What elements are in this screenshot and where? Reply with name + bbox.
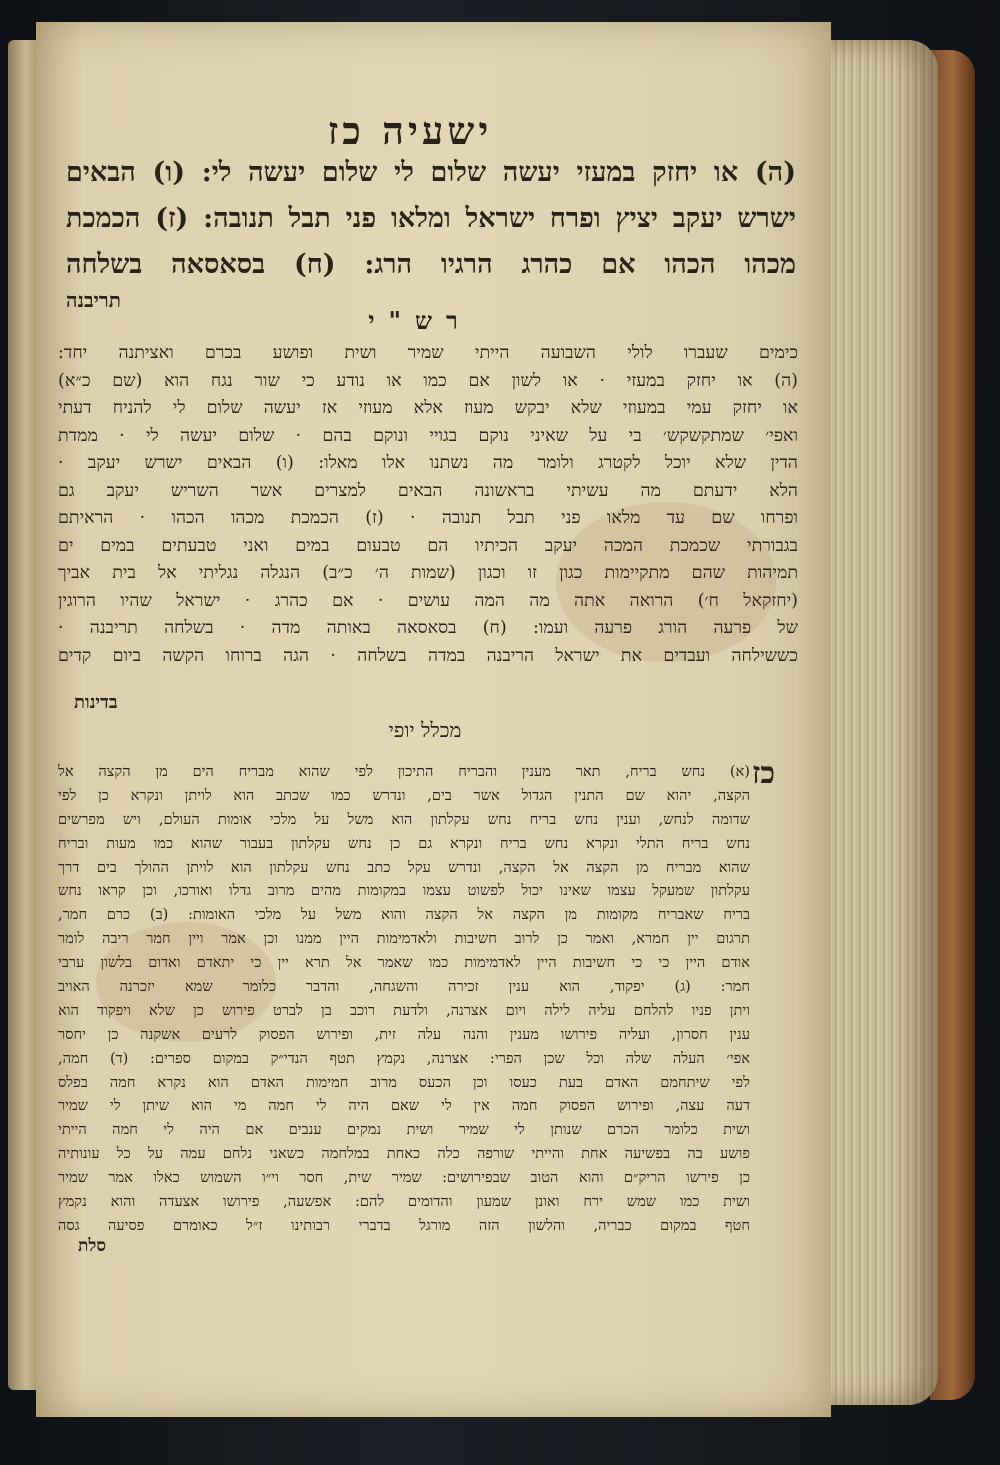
chapter-marker: כז [752,756,776,791]
rashi-line: ופרחו שם עד מלאו פני תבל תנובה · (ז) הכמכת מכהו הכהו · הראיתם [58,508,798,528]
rashi-line: כששילחה ועבדים את ישראל הריבנה במדה בשלחה · הגה ברוחו הקשה ביום קדים [58,645,798,666]
commentary-line: חמר: (ג) יפקוד, הוא ענין זכירה והשגחה, והדבר כלומר שמא יזכרנה האויב [58,978,750,996]
commentary-line: אודם היין כי כי חשיבות היין לאדמימות כמו שאמר אל תרא יין כי יתאדם ואדום בלשון ערבי [58,954,750,972]
commentary-line: כן פירשו הריק״ם והוא הטוב שבפירושים: שמיר שית, חסר וי״ו השמוש כאלו אמר שמיר [58,1169,750,1187]
commentary-line: הקצה, יהוא שם התנין הגדול אשר בים, ונדרש כמו שכתב הוא לויתן ונקרא כן לפי [58,786,750,804]
commentary-line: עקלתון שמעקל עצמו שאינו יכול לפשוט עצמו במקומות מהים מרוב גדלו ואורכו, וכן קראו נחש [58,882,750,900]
commentary-line: פושע בה בפשיעה אחת והייתי שורפה כלה כאחת במלחמה כשאני נלחם עמה על כל עונותיה [58,1145,750,1163]
rashi-line: הלא ידעתם מה עשיתי בראשונה הבאים למצרים אשר השריש יעקב גם [58,480,798,501]
mikhlal-catchword: סלת [78,1236,106,1256]
rashi-catchword: בדינות [74,692,118,713]
rashi-line: (ה) או יחזק במעזי · או לשון אם כמו או נודע כי שור נגח הוא (שם כ״א) [58,370,798,391]
rashi-line: תמיהות שהם מתקיימות כגון זו וכגון (שמות ה׳ כ״ב) הנגלה נגליתי אל בית אביך [58,563,798,583]
rashi-line: או יחזק עמי במעוזי שלא יבקש מעוז אלא מעוזי אז יעשה שלום לי להניח דעתי [58,398,798,418]
left-page-edge [8,40,38,1390]
rashi-line: ואפי׳ שמתקשקש׳ בי על שאיני נוקם בגויי ונוקם בהם · שלום יעשה לי · ממדת [58,425,798,446]
mikhlal-yofi-heading: מכלל יופי [388,718,462,742]
rashi-line: בגבורתי שכמכת המכה יעקב הכיתיו הם טבעום במים ואני טבעתים במים ים [58,535,798,556]
commentary-line: תרגום יין חמרא, ואמר כן לרוב חשיבות ולאדמימות היין ממנו וכן אמר ויין חמר ריבה לומר [58,930,750,948]
commentary-line: ויתן פניו להלחם עליה לילה ויום אצרנה, ולדעת רוכב בן לברט פירוש כן שלא ויפקוד הוא [58,1001,750,1019]
rashi-heading: רש"י [368,306,472,335]
commentary-line: נחש בריח התלי ונקרא נחש בריח ונקרא גם כן נחש עקלתון בעבור שהוא כמו מעות ובריח [58,834,750,852]
commentary-line: (א) נחש בריח, תאר מענין והבריח התיכון לפי שהוא מבריח הים מן הקצה אל [58,763,750,780]
rashi-line: הדין שלא יוכל לקטרג ולומר מה נשתנו אלו מאלו: (ו) הבאים ישרש יעקב · [58,453,798,473]
verse-catchword: תריבנה [66,288,121,312]
rashi-line: כימים שעברו לולי השבועה הייתי שמיר ושית ופושע בכרם ואציתנה יחד: [58,343,798,363]
running-head: ישעיה כז [327,108,493,153]
commentary-line: ושית כמו שמש ירח ואונן שמעון והדומים להם: אפשעה, פירושו אצעדה והוא נקמץ [58,1193,750,1211]
verse-text-block [66,150,796,288]
commentary-line: שהוא מבריח מן הקצה אל הקצה, ונדרש עקל כתב נחש עקלתון הוא לויתן ההולך בים דרך [58,858,750,876]
rashi-commentary [58,340,798,670]
rashi-line: (יחזקאל ח׳) הרואה אתה מה המה עושים · אם כהרג · ישראל שהיו הרוגין [58,590,798,611]
verse-line: ישרש יעקב יציץ ופרח ישראל ומלאו פני תבל תנובה: (ז) הכמכת [66,203,796,234]
commentary-line: ושית כלומר הכרם שנותן לי שמיר ושית נמקים ענבים אם היה לי חמה הייתי [58,1121,750,1139]
commentary-line: חטף במקום כבריה, והלשון הזה מורגל בדברי רבותינו ז״ל כאומרם פסיעה גסה [58,1216,750,1234]
commentary-line: בריח שאבריח מקומות מן הקצה אל הקצה והוא משל על מלכי האומות: (ב) כרם חמר, [58,906,750,924]
rashi-line: של פרעה הורג פרעה ועמו: (ח) בסאסאה באותה מדה · בשלחה תריבנה · [58,618,798,638]
commentary-line: דעה עצה, ופירוש הפסוק חמה אין לי שאם היה לי חמה מי הוא שיתן לי שמיר [58,1097,750,1115]
commentary-line: שדומה לנחש, וענין נחש בריח נחש עקלתון הוא משל על מלכי אומות העולם, ויש מפרשים [58,810,750,828]
commentary-line: ענין חסרון, ועליה פירושו מענין והנה עלה זית, ופירוש הפסוק לרעים אשקנה כן יחסר [58,1025,750,1043]
commentary-line: לפי שיתחמם האדם בעת כעסו וכן הכעס מרוב חמימות האדם הוא נקרא חמה בפלס [58,1073,750,1091]
verse-line: מכהו הכהו אם כהרג הרגיו הרג: (ח) בסאסאה בשלחה [66,249,796,280]
verse-line: (ה) או יחזק במעזי יעשה שלום לי שלום יעשה לי: (ו) הבאים [66,157,796,188]
mikhlal-yofi-commentary [58,760,750,1238]
commentary-line: אפי׳ העלה שלה וכל שכן הפרי: אצרנה, נקמץ תטף הנדי״ק במקום ספרים: (ד) חמה, [58,1049,750,1067]
